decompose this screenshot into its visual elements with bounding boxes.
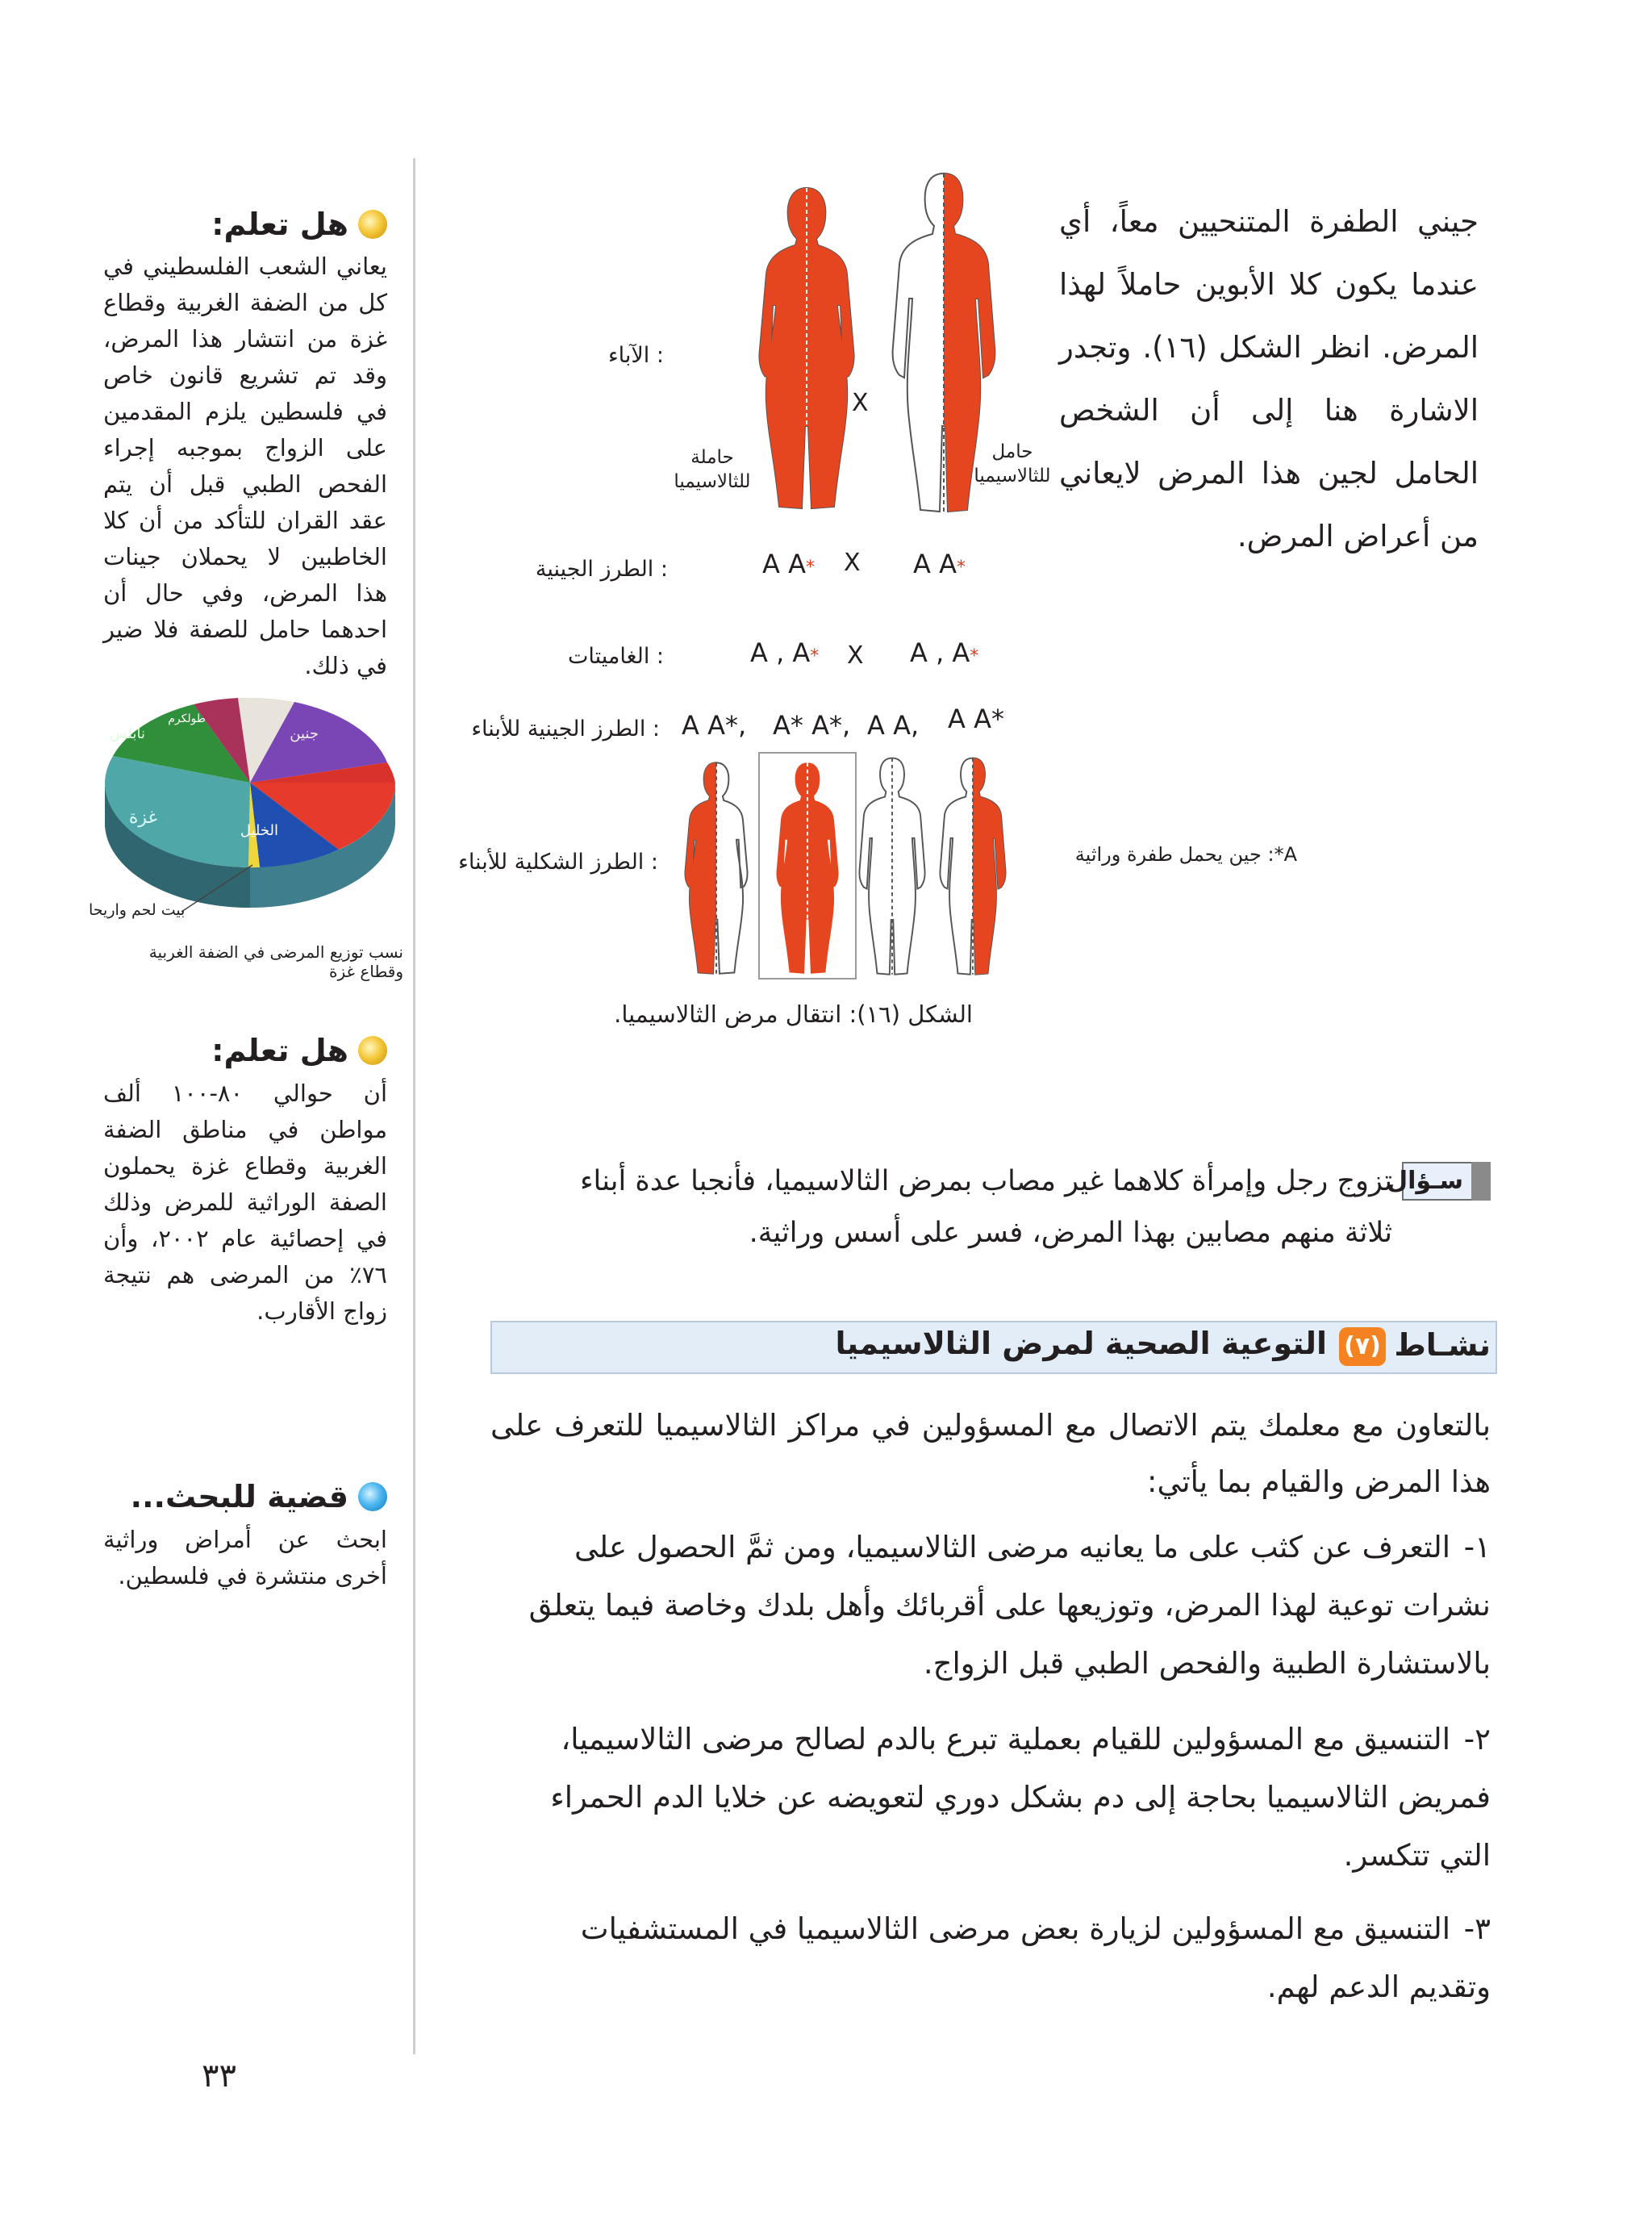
pie-label-tulkarm: طولكرم [168, 712, 206, 725]
did-you-know-text-1: يعاني الشعب الفلسطيني في كل من الضفة الغربية وقطاع غزة من انتشار هذا المرض، وقد تم تشريع قانون خاص في فلسطين يلزم المقدمين على الزواج بموجبه إجراء الفحص الطبي قبل أن يتم عقد القران للتأكد من أن كلا الخاطبين لا يحملان جينات هذا المرض، وفي حال أن احدهما حامل للصفة فلا ضير في ذلك. [103, 253, 387, 679]
patients-distribution-pie [97, 662, 403, 928]
father-genotype: A A* [913, 549, 966, 579]
heading-text: قضية للبحث... [130, 1479, 348, 1514]
bullet-icon [358, 1036, 387, 1065]
row-label-offspring-phenotypes: : الطرز الشكلية للأبناء [458, 850, 658, 875]
activity-intro: بالتعاون مع معلمك يتم الاتصال مع المسؤولين في مراكز الثالاسيميا للتعرف على هذا المرض والقيام بما يأتي: [490, 1408, 1491, 1499]
activity-title: التوعية الصحية لمرض الثالاسيميا [835, 1326, 1327, 1361]
figure-caption: الشكل (١٦): انتقال مرض الثالاسيميا. [614, 1000, 973, 1028]
father-gametes: A , A* [910, 637, 979, 668]
pie-label-nablus: نابلس [109, 725, 145, 742]
offspring-genotype-2: A* A*, [773, 710, 851, 741]
pie-label-hebron: الخليل [240, 822, 278, 839]
page-number: ٣٣ [202, 2057, 236, 2095]
mother-gametes: A , A* [750, 637, 820, 668]
heading-text: هل تعلم: [211, 207, 348, 242]
activity-item-2 [490, 1710, 1491, 1885]
bullet-icon [358, 1482, 387, 1511]
offspring-figure-normal [853, 754, 931, 979]
intro-paragraph: جيني الطفرة المتنحيين معاً، أي عندما يكون كلا الأبوين حاملاً لهذا المرض. انظر الشكل (١٦). وتجدر الاشارة هنا إلى أن الشخص الحامل لجين هذا المرض لايعاني من أعراض المرض. [1059, 204, 1479, 553]
pie-label-jenin: جنين [290, 725, 319, 742]
activity-item-3 [490, 1900, 1491, 2016]
mother-figure [750, 184, 863, 515]
activity-number-badge: (٧) [1339, 1327, 1386, 1366]
bullet-icon [358, 210, 387, 239]
heading-text: هل تعلم: [211, 1033, 348, 1068]
question-label: سـؤال [1387, 1167, 1463, 1195]
item-number: ١- [1463, 1530, 1491, 1564]
offspring-figure-carrier-2 [934, 754, 1012, 979]
pie-caption: نسب توزيع المرضى في الضفة الغربية وقطاع غزة [148, 942, 403, 981]
did-you-know-heading-1 [211, 207, 387, 242]
question-text: تزوج رجل وإمرأة كلاهما غير مصاب بمرض الثالاسيميا، فأنجبا عدة أبناء ثلاثة منهم مصابين بهذا المرض، فسر على أسس وراثية. [580, 1165, 1392, 1249]
parents-cross: X [852, 389, 869, 417]
activity-word: نشـاط [1394, 1327, 1491, 1363]
offspring-genotype-4: A A* [948, 704, 1004, 734]
did-you-know-text-2: أن حوالي ٨٠-١٠٠ ألف مواطن في مناطق الضفة الغربية وقطاع غزة يحملون الصفة الوراثية للمرض وذلك في إحصائية عام ٢٠٠٢، وأن ٧٦٪ من المرضى هم نتيجة زواج الأقارب. [103, 1080, 387, 1325]
offspring-genotype-3: A A, [867, 710, 920, 741]
research-heading [131, 1479, 387, 1514]
item-number: ٢- [1463, 1722, 1491, 1756]
did-you-know-heading-2 [211, 1033, 387, 1068]
question-badge [1387, 1162, 1491, 1201]
offspring-genotype-1: A A*, [682, 710, 747, 741]
row-label-offspring-genotypes: : الطرز الجينية للأبناء [471, 716, 660, 741]
genotype-cross: X [844, 549, 861, 577]
mother-genotype: A A* [762, 549, 815, 579]
pie-label-gaza: غزة [128, 808, 157, 828]
offspring-figure-affected [769, 760, 846, 978]
item-text: التنسيق مع المسؤولين للقيام بعملية تبرع بالدم لصالح مرضى الثالاسيميا، فمريض الثالاسيميا بحاجة إلى دم بشكل دوري لتعويضه عن خلايا الدم الحمراء التي تتكسر. [550, 1722, 1491, 1873]
mother-label: حاملة للثالاسيميا [674, 447, 751, 492]
gametes-cross: X [847, 641, 864, 670]
legend-mutant-gene: A*: جين يحمل طفرة وراثية [1074, 843, 1297, 866]
row-label-gametes: : الغاميتات [567, 644, 664, 669]
father-label: حامل للثالاسيميا [974, 441, 1051, 487]
item-text: التعرف عن كثب على ما يعانيه مرضى الثالاسيميا، ومن ثمَّ الحصول على نشرات توعية لهذا المرض، وتوزيعها على أقربائك وأهل بلدك وخاصة فيما يتعلق بالاستشارة الطبية والفحص الطبي قبل الزواج. [528, 1530, 1491, 1681]
question-badge-bar [1471, 1162, 1491, 1201]
item-number: ٣- [1463, 1911, 1491, 1946]
offspring-figure-carrier-1 [678, 760, 755, 978]
row-label-genotypes: : الطرز الجينية [535, 557, 668, 582]
research-text: ابحث عن أمراض وراثية أخرى منتشرة في فلسطين. [103, 1526, 387, 1589]
row-label-parents: : الآباء [607, 343, 664, 368]
item-text: التنسيق مع المسؤولين لزيارة بعض مرضى الثالاسيميا في المستشفيات وتقديم الدعم لهم. [580, 1911, 1491, 2004]
activity-item-1 [490, 1518, 1491, 1693]
sidebar-divider [413, 158, 415, 2054]
pie-annotation: بيت لحم واريحا [89, 901, 186, 919]
pie-top [105, 698, 395, 867]
